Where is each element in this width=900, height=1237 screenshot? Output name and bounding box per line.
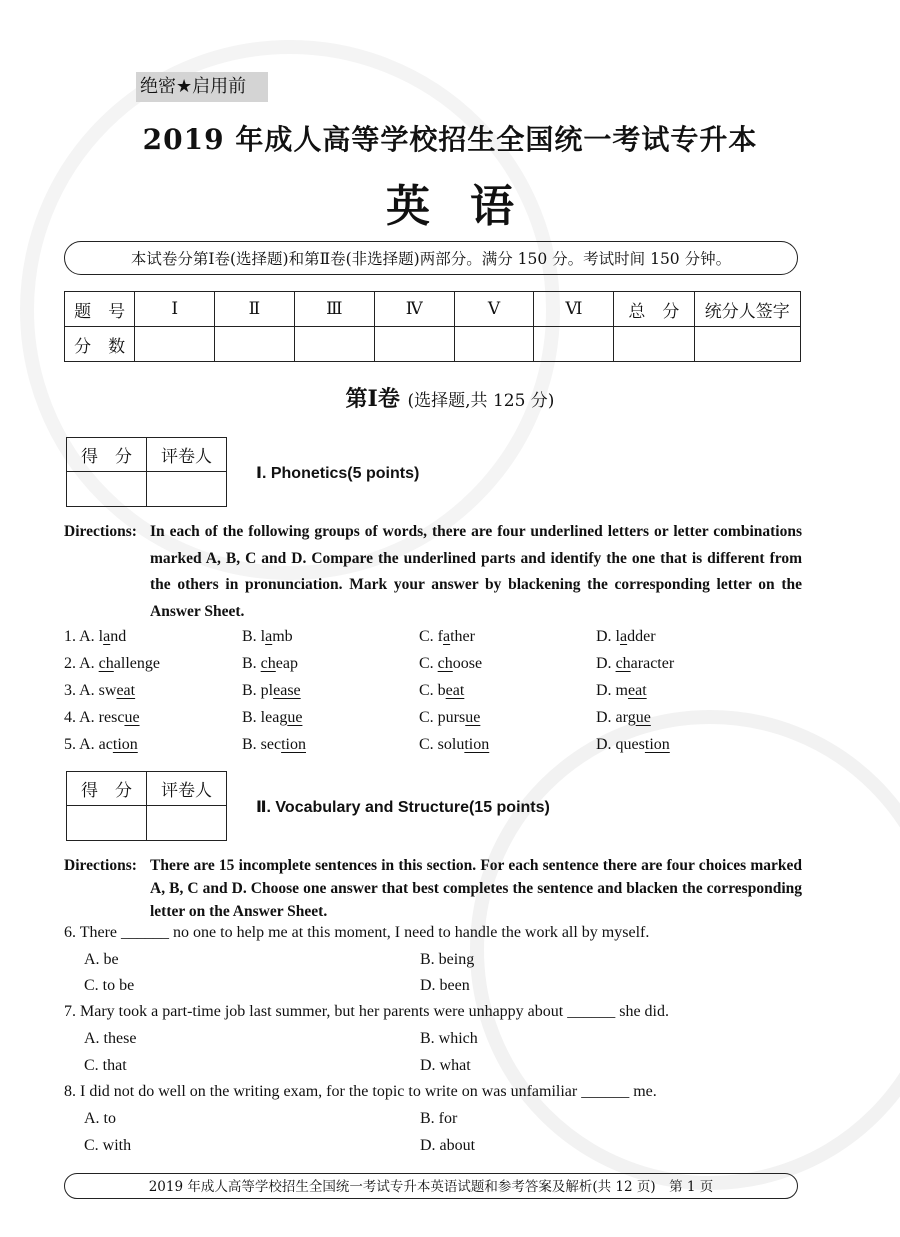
part-title: [0, 382, 900, 413]
phonetics-option: D. meat: [596, 682, 647, 699]
phonetics-option: 5. A. action: [64, 736, 138, 753]
grader-score-cell: [67, 472, 147, 507]
grader-score-label: 得 分: [67, 438, 147, 472]
directions-label: Directions:: [64, 523, 137, 540]
option-d: D. been: [420, 977, 470, 994]
section-heading-vocabulary: Ⅱ. Vocabulary and Structure(15 points): [256, 799, 550, 816]
score-cell: [454, 327, 534, 362]
score-table-row-label: 分 数: [65, 327, 135, 362]
phonetics-option: 2. A. challenge: [64, 655, 160, 672]
phonetics-option: B. lamb: [242, 628, 293, 645]
option-d: D. what: [420, 1057, 471, 1074]
score-table-header: Ⅲ: [294, 292, 374, 327]
question-stem: 8. I did not do well on the writing exam, for the topic to write on was unfamiliar ______ me.: [64, 1083, 657, 1100]
phonetics-option: C. beat: [419, 682, 465, 699]
grader-name-cell: [147, 806, 227, 841]
option-a: A. to: [84, 1110, 116, 1127]
grader-box: [66, 437, 227, 507]
score-cell: [215, 327, 295, 362]
score-table-header: Ⅰ: [135, 292, 215, 327]
score-table-header: 统分人签字: [694, 292, 800, 327]
section-heading-phonetics: Ⅰ. Phonetics(5 points): [256, 465, 420, 482]
grader-score-cell: [67, 806, 147, 841]
option-c: C. that: [84, 1057, 127, 1074]
score-cell: [534, 327, 614, 362]
score-cell: [374, 327, 454, 362]
phonetics-option: B. please: [242, 682, 301, 699]
score-table-header: 题 号: [65, 292, 135, 327]
confidential-label: 绝密★启用前: [136, 72, 268, 102]
phonetics-option: C. father: [419, 628, 475, 645]
grader-name-cell: [147, 472, 227, 507]
phonetics-option: C. choose: [419, 655, 483, 672]
phonetics-question-row: [64, 655, 804, 681]
score-table: [64, 291, 801, 362]
phonetics-option: 1. A. land: [64, 628, 127, 645]
option-b: B. which: [420, 1030, 478, 1047]
option-a: A. be: [84, 951, 119, 968]
phonetics-option: B. league: [242, 709, 303, 726]
phonetics-option: 4. A. rescue: [64, 709, 140, 726]
directions-vocabulary: [64, 854, 802, 923]
directions-label: Directions:: [64, 857, 137, 874]
score-table-header: Ⅳ: [374, 292, 454, 327]
option-d: D. about: [420, 1137, 476, 1154]
option-c: C. to be: [84, 977, 135, 994]
phonetics-option: 3. A. sweat: [64, 682, 136, 699]
exam-title: 2019 年成人高等学校招生全国统一考试专升本: [142, 123, 758, 156]
phonetics-option: D. question: [596, 736, 670, 753]
phonetics-option: C. solution: [419, 736, 490, 753]
phonetics-question-row: [64, 709, 804, 735]
watermark-seal: [470, 710, 900, 1190]
phonetics-option: D. ladder: [596, 628, 656, 645]
part-title-sub: (选择题,共 125 分): [407, 391, 555, 411]
option-b: B. for: [420, 1110, 458, 1127]
part-title-main: 第Ⅰ卷: [345, 386, 400, 412]
grader-name-label: 评卷人: [147, 772, 227, 806]
phonetics-option: B. section: [242, 736, 306, 753]
directions-phonetics: [64, 519, 802, 625]
score-table-header: Ⅱ: [215, 292, 295, 327]
grader-box: [66, 771, 227, 841]
directions-text: In each of the following groups of words, there are four underlined letters or letter combinations marked A, B, C and D. Compare the underlined parts and identify the one that is different from the others in pronunciation. Mark your answer by blackening the corresponding letter on the Answer Sheet.: [150, 523, 802, 620]
option-b: B. being: [420, 951, 475, 968]
page-footer: 2019 年成人高等学校招生全国统一考试专升本英语试题和参考答案及解析(共 12 页) 第 1 页: [64, 1173, 798, 1199]
phonetics-option: D. character: [596, 655, 675, 672]
phonetics-option: C. pursue: [419, 709, 481, 726]
question-stem: 7. Mary took a part-time job last summer, but her parents were unhappy about ______ she did.: [64, 1003, 669, 1020]
grader-score-label: 得 分: [67, 772, 147, 806]
phonetics-question-row: [64, 682, 804, 708]
phonetics-option: B. cheap: [242, 655, 298, 672]
question-stem: 6. There ______ no one to help me at this moment, I need to handle the work all by myself.: [64, 924, 650, 941]
score-cell: [135, 327, 215, 362]
phonetics-question-row: [64, 628, 804, 654]
subject-title: 英语: [386, 181, 554, 232]
score-cell: [614, 327, 694, 362]
score-cell: [694, 327, 800, 362]
score-table-header: Ⅵ: [534, 292, 614, 327]
option-a: A. these: [84, 1030, 137, 1047]
score-table-header: 总 分: [614, 292, 694, 327]
exam-notice: 本试卷分第Ⅰ卷(选择题)和第Ⅱ卷(非选择题)两部分。满分 150 分。考试时间 150 分钟。: [64, 241, 798, 275]
directions-text: There are 15 incomplete sentences in this section. For each sentence there are four choices marked A, B, C and D. Choose one answer that best completes the sentence and blacken the corresponding letter on the Answer Sheet.: [150, 857, 802, 920]
phonetics-question-row: [64, 736, 804, 762]
phonetics-option: D. argue: [596, 709, 651, 726]
option-c: C. with: [84, 1137, 132, 1154]
grader-name-label: 评卷人: [147, 438, 227, 472]
score-table-header: Ⅴ: [454, 292, 534, 327]
score-cell: [294, 327, 374, 362]
